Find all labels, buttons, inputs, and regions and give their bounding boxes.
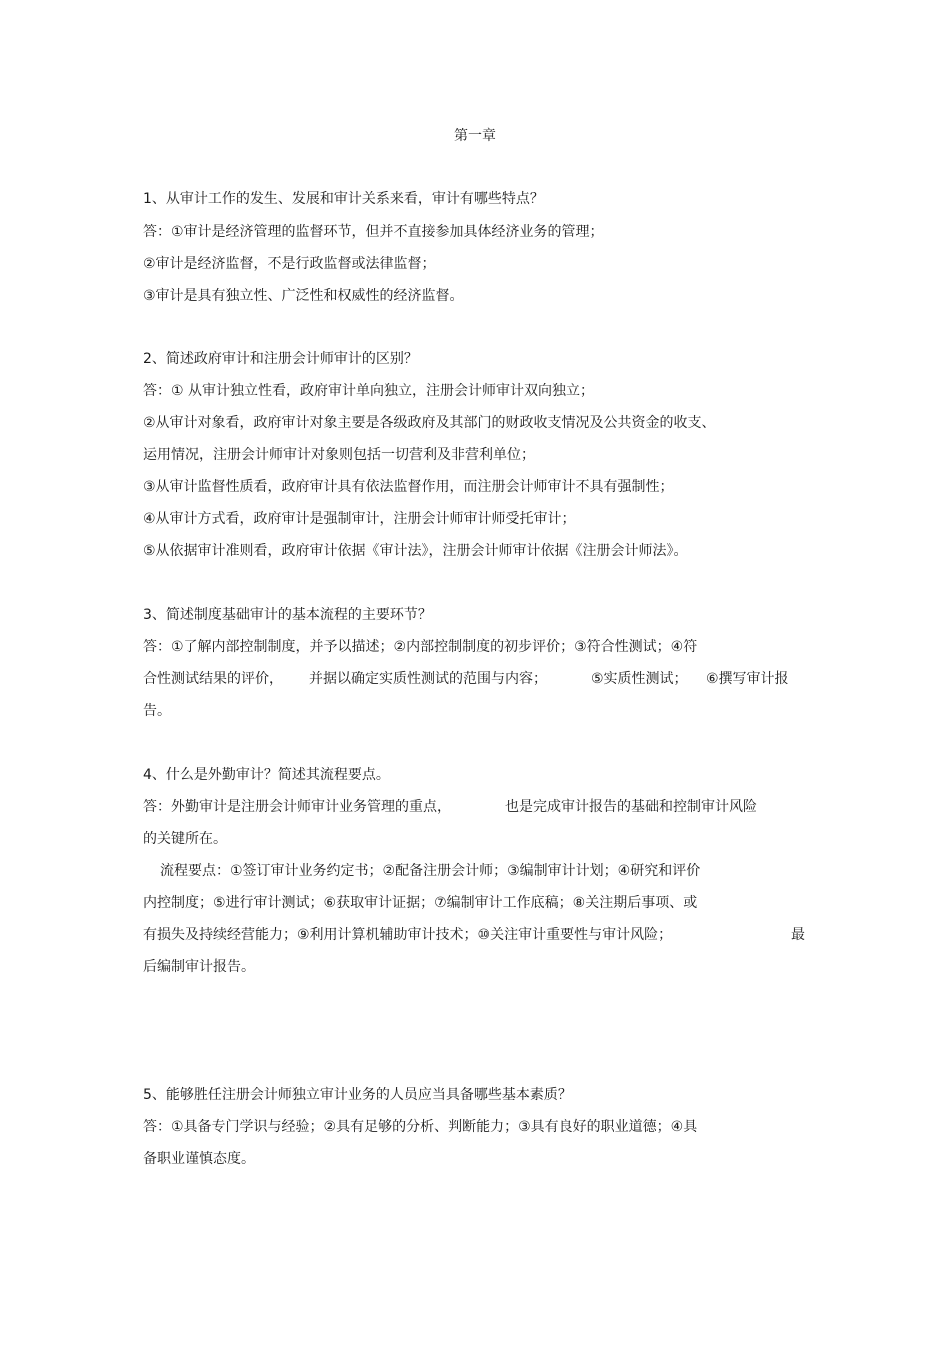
answer-2-line-5: ④从审计方式看，政府审计是强制审计，注册会计师审计师受托审计； [143, 511, 576, 527]
answer-4-line-6: 后编制审计报告。 [143, 959, 255, 975]
answer-4-line-4: 内控制度；⑤进行审计测试；⑥获取审计证据；⑦编制审计工作底稿；⑧关注期后事项、或 [143, 895, 698, 911]
answer-4-line-3: 流程要点：①签订审计业务约定书；②配备注册会计师；③编制审计计划；④研究和评价 [160, 863, 701, 879]
answer-3-line-1: 答：①了解内部控制制度，并予以描述；②内部控制制度的初步评价；③符合性测试；④符 [143, 639, 698, 655]
answer-3-line-3: 告。 [143, 703, 171, 719]
chapter-title: 第一章 [454, 128, 496, 144]
answer-4-line-2: 的关键所在。 [143, 831, 227, 847]
answer-2-line-1: 答：① 从审计独立性看，政府审计单向独立，注册会计师审计双向独立； [143, 383, 594, 399]
question-5: 5、能够胜任注册会计师独立审计业务的人员应当具备哪些基本素质？ [143, 1087, 572, 1103]
answer-3-line-2-part-1: 合性测试结果的评价， [143, 671, 283, 687]
answer-5-line-1: 答：①具备专门学识与经验；②具有足够的分析、判断能力；③具有良好的职业道德；④具 [143, 1119, 698, 1135]
answer-1-line-3: ③审计是具有独立性、广泛性和权威性的经济监督。 [143, 288, 464, 304]
question-4: 4、什么是外勤审计？简述其流程要点。 [143, 767, 390, 783]
answer-3-line-2-part-4: ⑥撰写审计报 [706, 671, 789, 687]
answer-2-line-6: ⑤从依据审计准则看，政府审计依据《审计法》，注册会计师审计依据《注册会计师法》。 [143, 543, 688, 559]
answer-4-line-5-part-2: 最 [791, 927, 805, 943]
question-2: 2、简述政府审计和注册会计师审计的区别？ [143, 351, 418, 367]
question-1: 1、从审计工作的发生、发展和审计关系来看，审计有哪些特点？ [143, 191, 544, 207]
answer-4-line-1-part-2: 也是完成审计报告的基础和控制审计风险 [505, 799, 757, 815]
question-3: 3、简述制度基础审计的基本流程的主要环节？ [143, 607, 432, 623]
answer-4-line-5-part-1: 有损失及持续经营能力；⑨利用计算机辅助审计技术；⑩关注审计重要性与审计风险； [143, 927, 673, 943]
answer-2-line-3: 运用情况，注册会计师审计对象则包括一切营利及非营利单位； [143, 447, 535, 463]
answer-2-line-2: ②从审计对象看，政府审计对象主要是各级政府及其部门的财政收支情况及公共资金的收支、 [143, 415, 716, 431]
answer-1-line-2: ②审计是经济监督，不是行政监督或法律监督； [143, 256, 436, 272]
answer-3-line-2-part-2: 并据以确定实质性测试的范围与内容； [309, 671, 547, 687]
answer-2-line-4: ③从审计监督性质看，政府审计具有依法监督作用，而注册会计师审计不具有强制性； [143, 479, 674, 495]
answer-1-line-1: 答：①审计是经济管理的监督环节，但并不直接参加具体经济业务的管理； [143, 224, 604, 240]
answer-4-line-1-part-1: 答：外勤审计是注册会计师审计业务管理的重点， [143, 799, 451, 815]
answer-3-line-2-part-3: ⑤实质性测试； [591, 671, 688, 687]
answer-5-line-2: 备职业谨慎态度。 [143, 1151, 255, 1167]
